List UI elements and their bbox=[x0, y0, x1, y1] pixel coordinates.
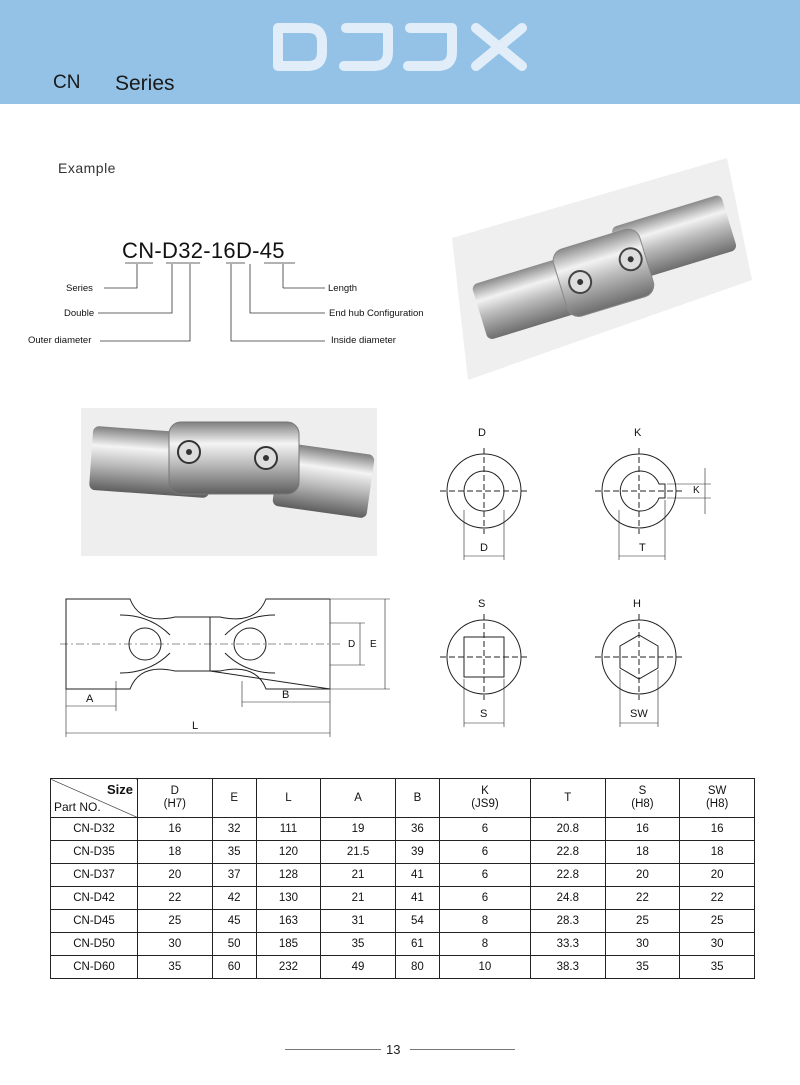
table-cell: 42 bbox=[212, 887, 256, 910]
table-cell: 20.8 bbox=[530, 818, 605, 841]
table-row bbox=[51, 956, 755, 979]
corner-part-label: Part NO. bbox=[54, 800, 101, 814]
table-cell: 36 bbox=[395, 818, 439, 841]
table-cell: 37 bbox=[212, 864, 256, 887]
part-number-cell: CN-D42 bbox=[51, 887, 138, 910]
table-cell: 16 bbox=[605, 818, 680, 841]
universal-joint-photo-side bbox=[81, 408, 377, 556]
table-header-row bbox=[51, 779, 755, 818]
table-cell: 61 bbox=[395, 933, 439, 956]
table-cell: 16 bbox=[138, 818, 213, 841]
label-length: Length bbox=[328, 283, 358, 294]
table-cell: 33.3 bbox=[530, 933, 605, 956]
label-double: Double bbox=[64, 308, 95, 319]
footer-rule-right bbox=[410, 1049, 515, 1050]
table-cell: 32 bbox=[212, 818, 256, 841]
table-cell: 22 bbox=[138, 887, 213, 910]
series-code: CN bbox=[53, 72, 81, 93]
bore-k-title: K bbox=[634, 427, 642, 439]
table-cell: 20 bbox=[138, 864, 213, 887]
table-cell: 49 bbox=[321, 956, 396, 979]
table-cell: 25 bbox=[605, 910, 680, 933]
part-number-cell: CN-D50 bbox=[51, 933, 138, 956]
table-cell: 6 bbox=[439, 887, 530, 910]
label-inside-diameter: Inside diameter bbox=[331, 335, 396, 346]
table-cell: 130 bbox=[256, 887, 320, 910]
col-header: K (JS9) bbox=[439, 779, 530, 818]
table-cell: 25 bbox=[680, 910, 755, 933]
table-cell: 21 bbox=[321, 887, 396, 910]
bore-drawing-d bbox=[440, 420, 530, 568]
table-cell: 24.8 bbox=[530, 887, 605, 910]
table-cell: 30 bbox=[680, 933, 755, 956]
bore-drawing-h bbox=[595, 592, 685, 732]
part-number-cell: CN-D35 bbox=[51, 841, 138, 864]
side-dim-b: B bbox=[282, 689, 290, 701]
table-cell: 35 bbox=[321, 933, 396, 956]
table-cell: 19 bbox=[321, 818, 396, 841]
table-cell: 25 bbox=[138, 910, 213, 933]
table-cell: 20 bbox=[605, 864, 680, 887]
table-cell: 35 bbox=[138, 956, 213, 979]
bore-h-dim: SW bbox=[630, 708, 648, 720]
table-corner-cell bbox=[51, 779, 138, 818]
part-number-cell: CN-D37 bbox=[51, 864, 138, 887]
bore-h-title: H bbox=[633, 598, 641, 610]
table-cell: 28.3 bbox=[530, 910, 605, 933]
bore-d-dim: D bbox=[480, 542, 488, 554]
table-cell: 20 bbox=[680, 864, 755, 887]
table-cell: 8 bbox=[439, 933, 530, 956]
table-cell: 18 bbox=[138, 841, 213, 864]
table-row bbox=[51, 887, 755, 910]
table-row bbox=[51, 864, 755, 887]
page-number: 13 bbox=[386, 1042, 401, 1057]
side-dim-l: L bbox=[192, 720, 199, 732]
col-header: T bbox=[530, 779, 605, 818]
table-cell: 6 bbox=[439, 841, 530, 864]
dimension-table bbox=[50, 778, 755, 979]
col-header: A bbox=[321, 779, 396, 818]
part-number-cell: CN-D60 bbox=[51, 956, 138, 979]
bore-s-dim: S bbox=[480, 708, 488, 720]
table-cell: 232 bbox=[256, 956, 320, 979]
table-cell: 80 bbox=[395, 956, 439, 979]
table-cell: 35 bbox=[605, 956, 680, 979]
label-end-hub: End hub Configuration bbox=[329, 308, 424, 319]
table-cell: 30 bbox=[138, 933, 213, 956]
side-dim-e: E bbox=[370, 639, 377, 650]
col-header: E bbox=[212, 779, 256, 818]
bore-k-dim-k: K bbox=[693, 485, 700, 496]
example-part-code: CN-D32-16D-45 bbox=[122, 238, 285, 263]
table-cell: 50 bbox=[212, 933, 256, 956]
example-callout-lines bbox=[0, 0, 440, 360]
table-cell: 21.5 bbox=[321, 841, 396, 864]
table-cell: 21 bbox=[321, 864, 396, 887]
table-cell: 22 bbox=[680, 887, 755, 910]
table-cell: 60 bbox=[212, 956, 256, 979]
table-cell: 111 bbox=[256, 818, 320, 841]
table-cell: 22.8 bbox=[530, 841, 605, 864]
label-series: Series bbox=[66, 283, 93, 294]
bore-s-title: S bbox=[478, 598, 486, 610]
example-heading: Example bbox=[58, 160, 116, 176]
table-cell: 16 bbox=[680, 818, 755, 841]
bore-d-title: D bbox=[478, 427, 486, 439]
bore-drawing-s bbox=[440, 592, 530, 732]
corner-size-label: Size bbox=[106, 782, 133, 797]
table-cell: 54 bbox=[395, 910, 439, 933]
table-cell: 41 bbox=[395, 887, 439, 910]
side-view-drawing bbox=[60, 595, 400, 740]
table-cell: 22 bbox=[605, 887, 680, 910]
table-cell: 22.8 bbox=[530, 864, 605, 887]
table-cell: 163 bbox=[256, 910, 320, 933]
series-title: Series bbox=[115, 72, 175, 95]
col-header: SW (H8) bbox=[680, 779, 755, 818]
table-cell: 31 bbox=[321, 910, 396, 933]
table-cell: 35 bbox=[212, 841, 256, 864]
col-header: D (H7) bbox=[138, 779, 213, 818]
table-row bbox=[51, 910, 755, 933]
table-cell: 45 bbox=[212, 910, 256, 933]
table-cell: 8 bbox=[439, 910, 530, 933]
col-header: S (H8) bbox=[605, 779, 680, 818]
footer-rule-left bbox=[285, 1049, 381, 1050]
table-row bbox=[51, 933, 755, 956]
table-cell: 10 bbox=[439, 956, 530, 979]
table-cell: 120 bbox=[256, 841, 320, 864]
table-cell: 38.3 bbox=[530, 956, 605, 979]
part-number-cell: CN-D32 bbox=[51, 818, 138, 841]
bore-k-dim-t: T bbox=[639, 542, 646, 554]
table-cell: 18 bbox=[605, 841, 680, 864]
side-dim-a: A bbox=[86, 693, 94, 705]
table-cell: 39 bbox=[395, 841, 439, 864]
side-dim-d: D bbox=[348, 639, 356, 650]
col-header: L bbox=[256, 779, 320, 818]
table-cell: 185 bbox=[256, 933, 320, 956]
table-cell: 6 bbox=[439, 864, 530, 887]
universal-joint-photo-angled bbox=[452, 158, 752, 380]
table-cell: 41 bbox=[395, 864, 439, 887]
part-number-cell: CN-D45 bbox=[51, 910, 138, 933]
table-body bbox=[51, 818, 755, 979]
table-cell: 128 bbox=[256, 864, 320, 887]
table-cell: 30 bbox=[605, 933, 680, 956]
table-cell: 6 bbox=[439, 818, 530, 841]
table-cell: 18 bbox=[680, 841, 755, 864]
table-cell: 35 bbox=[680, 956, 755, 979]
col-header: B bbox=[395, 779, 439, 818]
bore-drawing-k bbox=[595, 420, 715, 568]
label-outer-diameter: Outer diameter bbox=[28, 335, 92, 346]
table-row bbox=[51, 818, 755, 841]
table-row bbox=[51, 841, 755, 864]
